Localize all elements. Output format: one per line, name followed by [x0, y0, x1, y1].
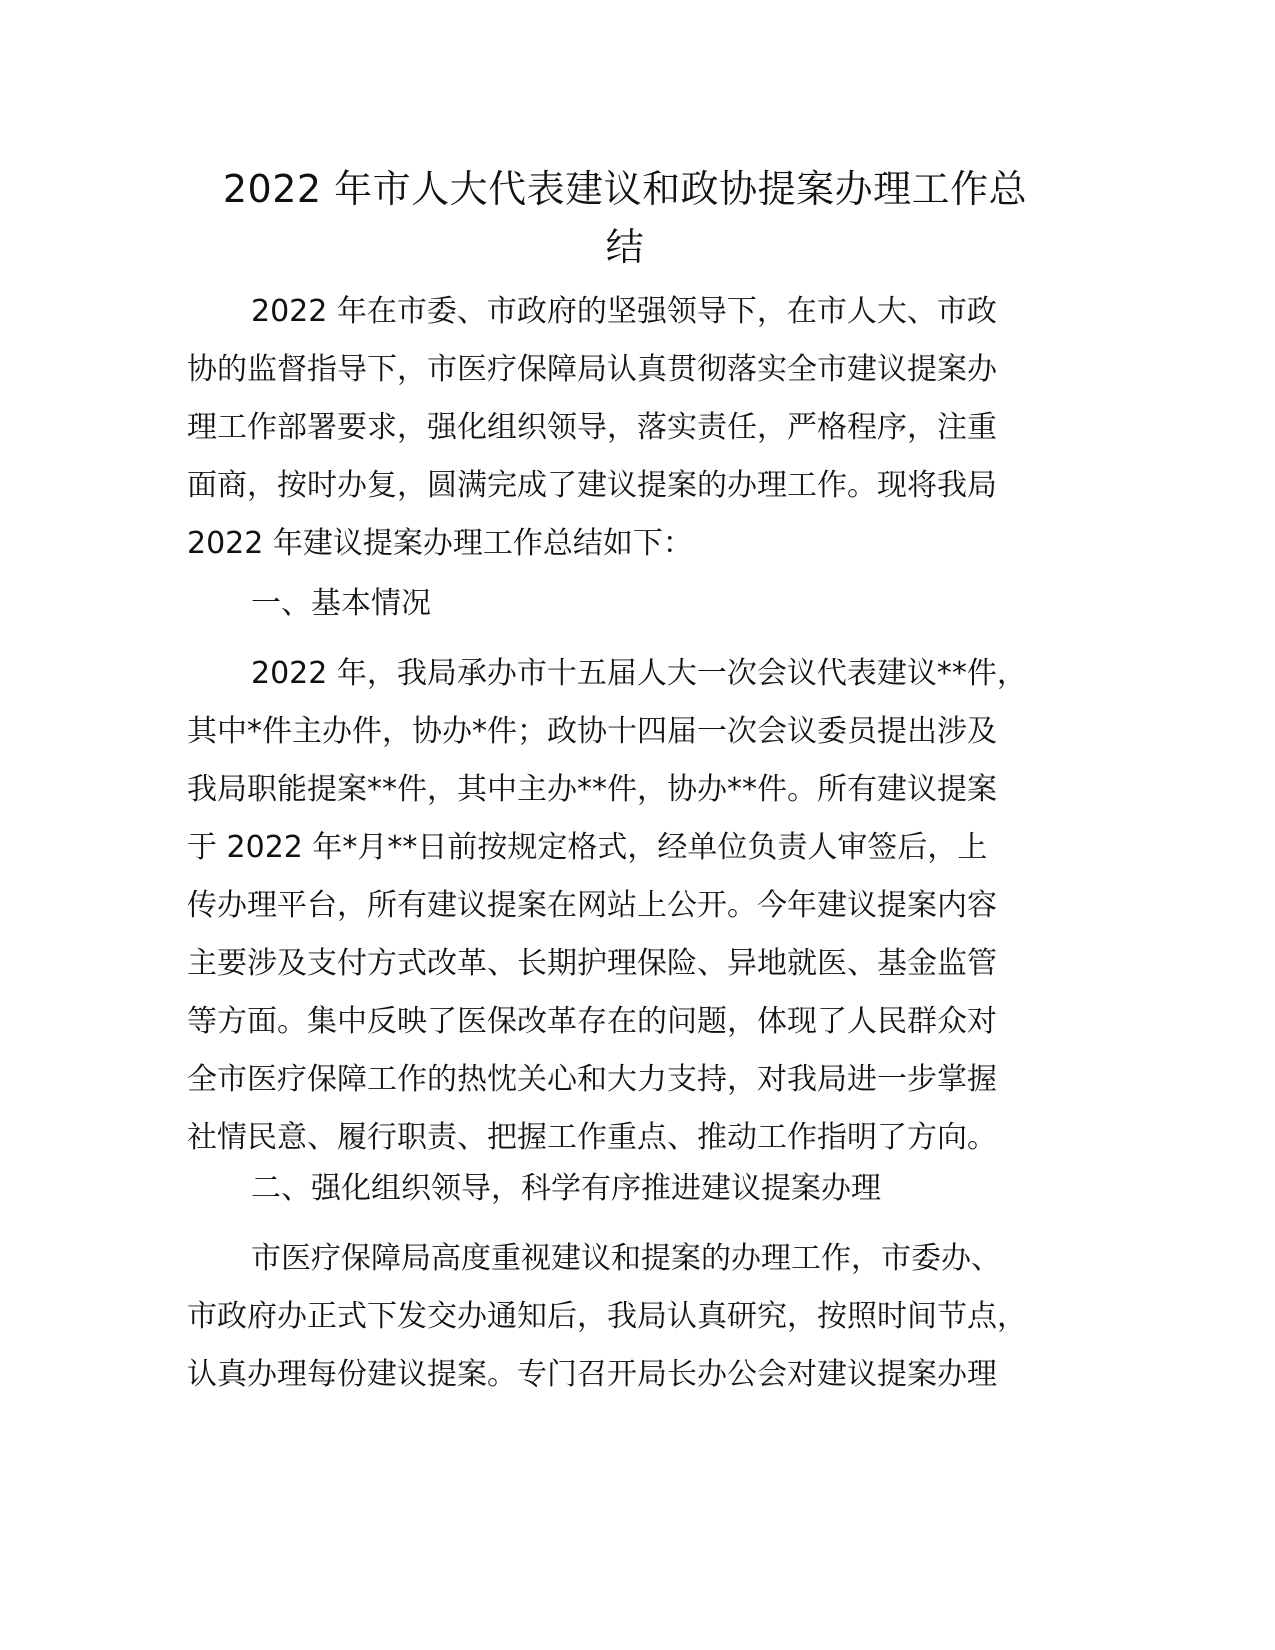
paragraph-basic-situation	[187, 645, 1087, 1167]
paragraph-line: 市政府办正式下发交办通知后，我局认真研究，按照时间节点，	[187, 1299, 1027, 1334]
paragraph-line: 2022 年建议提案办理工作总结如下：	[187, 526, 693, 561]
paragraph-line: 市医疗保障局高度重视建议和提案的办理工作，市委办、	[251, 1241, 1001, 1276]
paragraph-line: 主要涉及支付方式改革、长期护理保险、异地就医、基金监管	[187, 946, 997, 981]
document-title	[185, 160, 1065, 276]
paragraph-line: 面商，按时办复，圆满完成了建议提案的办理工作。现将我局	[187, 468, 997, 503]
paragraph-line: 认真办理每份建议提案。专门召开局长办公会对建议提案办理	[187, 1357, 997, 1392]
paragraph-line: 2022 年，我局承办市十五届人大一次会议代表建议**件，	[251, 656, 1027, 691]
paragraph-organization	[187, 1230, 1087, 1404]
paragraph-line: 2022 年在市委、市政府的坚强领导下，在市人大、市政	[251, 294, 997, 329]
paragraph-line: 我局职能提案**件，其中主办**件，协办**件。所有建议提案	[187, 772, 997, 807]
section-heading-2: 二、强化组织领导，科学有序推进建议提案办理	[251, 1171, 881, 1206]
section-heading-1: 一、基本情况	[251, 586, 431, 621]
paragraph-line: 传办理平台，所有建议提案在网站上公开。今年建议提案内容	[187, 888, 997, 923]
paragraph-line: 理工作部署要求，强化组织领导，落实责任，严格程序，注重	[187, 410, 997, 445]
paragraph-line: 全市医疗保障工作的热忱关心和大力支持，对我局进一步掌握	[187, 1062, 997, 1097]
paragraph-intro	[187, 283, 1087, 573]
paragraph-line: 其中*件主办件，协办*件；政协十四届一次会议委员提出涉及	[187, 714, 997, 749]
paragraph-line: 等方面。集中反映了医保改革存在的问题，体现了人民群众对	[187, 1004, 997, 1039]
paragraph-line: 于 2022 年*月**日前按规定格式，经单位负责人审签后，上	[187, 830, 988, 865]
title-line-2: 结	[605, 225, 645, 269]
paragraph-line: 协的监督指导下，市医疗保障局认真贯彻落实全市建议提案办	[187, 352, 997, 387]
paragraph-line: 社情民意、履行职责、把握工作重点、推动工作指明了方向。	[187, 1120, 997, 1155]
title-line-1: 2022 年市人大代表建议和政协提案办理工作总	[222, 167, 1028, 211]
